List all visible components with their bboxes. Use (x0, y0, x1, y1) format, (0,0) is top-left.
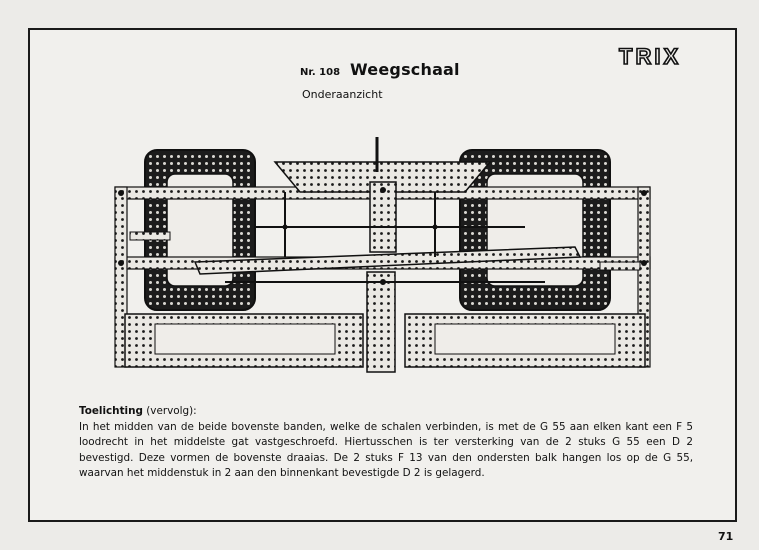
title-row (300, 60, 460, 79)
brand-text: TRIX (619, 44, 682, 68)
page-number: 71 (718, 530, 734, 543)
model-number: Nr. 108 (300, 67, 341, 78)
scale-illustration-icon (105, 132, 660, 382)
explanation-label-suffix: (vervolg): (146, 405, 197, 417)
explanation-heading (79, 404, 693, 420)
page-subtitle: Onderaanzicht (302, 88, 383, 101)
explanation-section (79, 404, 693, 482)
explanation-body: In het midden van de beide bovenste banden, welke de schalen verbinden, is met de G 55 aan elken kant een F 5 loodrecht in het middelste gat vastgeschroefd. Hiertusschen is ter versterking van de 2 stuks G 55 een D 2 bevestigd. Deze vormen de bovenste draaias. De 2 stuks F 13 van den ondersten balk hangen los op de G 55, waarvan het middenstuk in 2 aan den binnenkant bevestigde D 2 is gelagerd. (79, 420, 693, 480)
explanation-label: Toelichting (79, 405, 143, 417)
page-title: Weegschaal (350, 60, 460, 79)
trix-logo (617, 44, 717, 68)
